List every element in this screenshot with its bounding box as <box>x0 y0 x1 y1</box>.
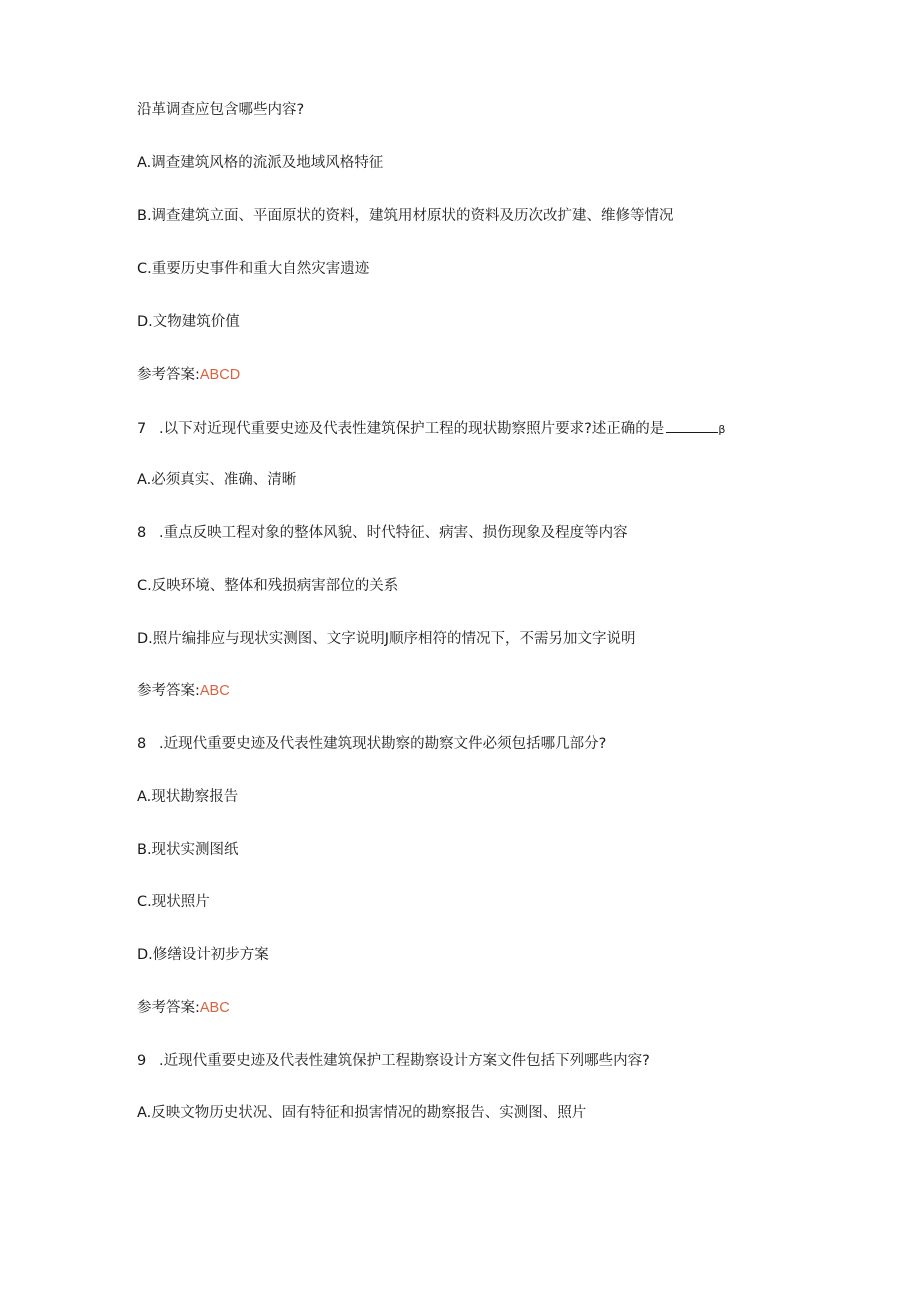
question-number: 7 <box>137 421 147 437</box>
option-text: C.现状照片 <box>137 894 210 910</box>
option-text: A.调查建筑风格的流派及地域风格特征 <box>137 155 384 171</box>
option-b <box>137 523 628 543</box>
question-text: .近现代重要史迹及代表性建筑现状勘察的勘察文件必须包括哪几部分? <box>159 736 607 752</box>
question-text: 沿革调查应包含哪些内容? <box>137 102 305 118</box>
option-b <box>137 206 674 226</box>
option-a <box>137 1103 586 1123</box>
answer-label: 参考答案: <box>137 1000 200 1016</box>
question-stem <box>137 100 304 120</box>
question-stem <box>137 1051 650 1071</box>
reference-answer <box>137 365 240 385</box>
answer-label: 参考答案: <box>137 683 200 699</box>
option-text: B.现状实测图纸 <box>137 842 239 858</box>
answer-value: ABC <box>199 683 230 699</box>
option-a <box>137 153 383 173</box>
question-text: .以下对近现代重要史迹及代表性建筑保护工程的现状勘察照片要求?述正确的是 <box>159 421 665 437</box>
option-text: D.照片编排应与现状实测图、文字说明J顺序相符的情况下，不需另加文字说明 <box>137 631 636 647</box>
question-tail: β <box>718 423 726 436</box>
question-stem <box>137 418 725 440</box>
option-text: C.反映环境、整体和残损病害部位的关系 <box>137 578 399 594</box>
option-a <box>137 787 238 807</box>
answer-value: ABC <box>199 1000 230 1016</box>
option-d <box>137 629 636 649</box>
option-text: A.反映文物历史状况、固有特征和损害情况的勘察报告、实测图、照片 <box>137 1105 587 1121</box>
answer-label: 参考答案: <box>137 367 200 383</box>
question-number: 8 <box>137 736 147 752</box>
option-text: A.现状勘察报告 <box>137 789 239 805</box>
option-text: B.调查建筑立面、平面原状的资料，建筑用材原状的资料及历次改扩建、维修等情况 <box>137 208 674 224</box>
answer-value: ABCD <box>199 367 241 383</box>
question-number: 9 <box>137 1053 147 1069</box>
option-text: D.文物建筑价值 <box>137 314 240 330</box>
question-text: .近现代重要史迹及代表性建筑保护工程勘察设计方案文件包括下列哪些内容? <box>159 1053 650 1069</box>
option-d <box>137 945 269 965</box>
question-stem <box>137 734 606 754</box>
option-c <box>137 576 398 596</box>
option-c <box>137 259 369 279</box>
option-number: 8 <box>137 525 147 541</box>
option-b <box>137 840 239 860</box>
option-c <box>137 892 210 912</box>
option-text: D.修缮设计初步方案 <box>137 947 269 963</box>
option-text: C.重要历史事件和重大自然灾害遗迹 <box>137 261 370 277</box>
option-text: .重点反映工程对象的整体风貌、时代特征、病害、损伤现象及程度等内容 <box>159 525 628 541</box>
option-d <box>137 312 240 332</box>
option-text: A.必须真实、准确、清晰 <box>137 472 297 488</box>
reference-answer <box>137 681 230 701</box>
answer-blank <box>666 418 718 433</box>
option-a <box>137 470 296 490</box>
reference-answer <box>137 998 230 1018</box>
